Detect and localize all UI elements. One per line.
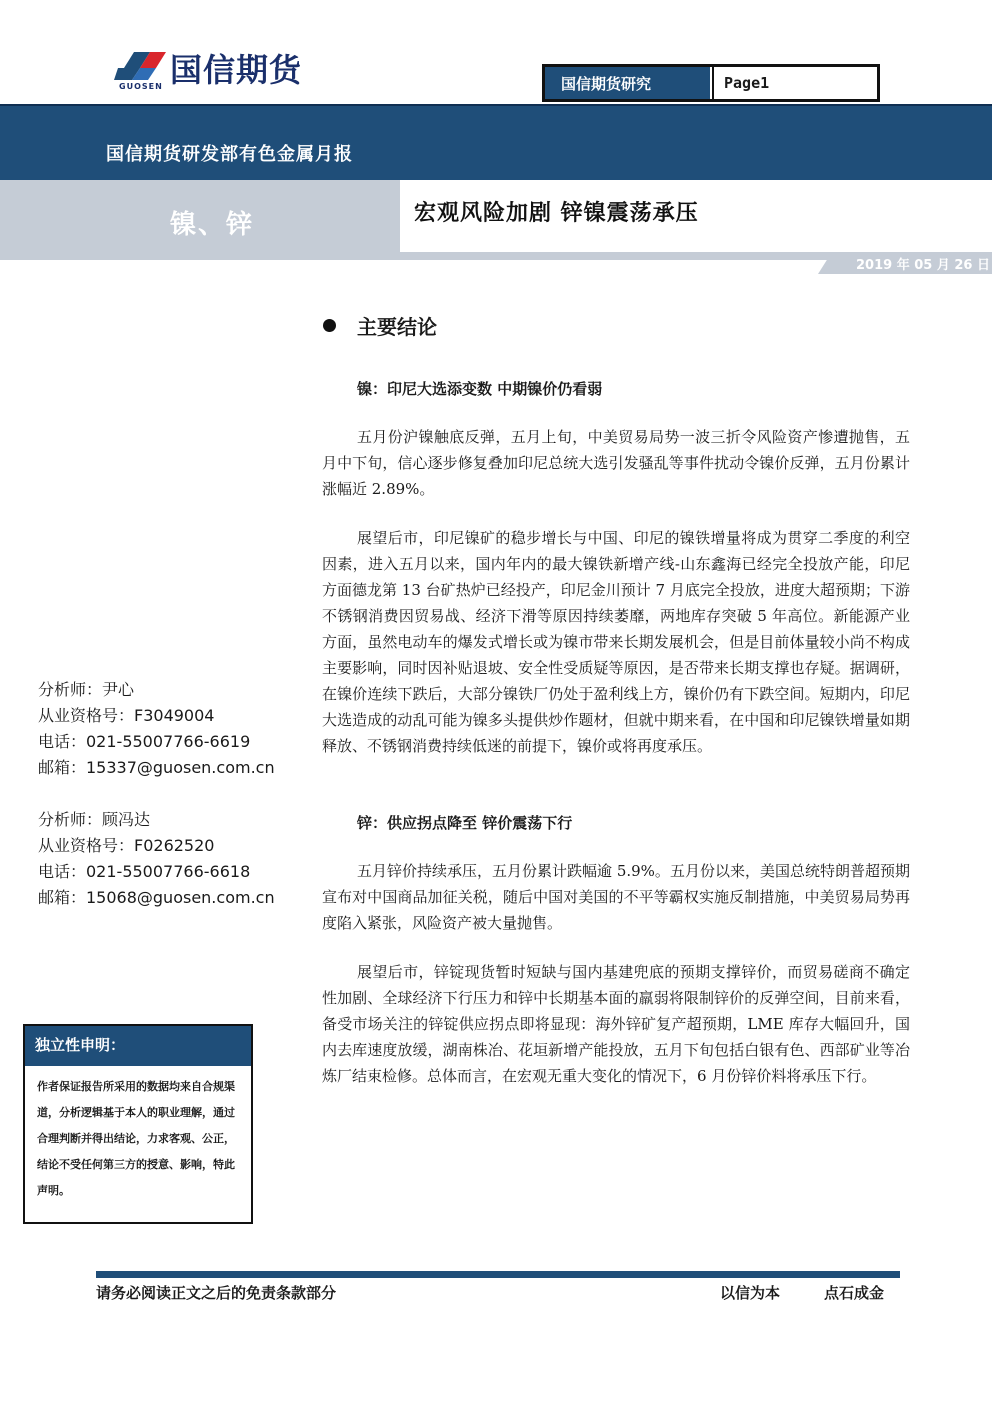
footer-divider [96, 1271, 900, 1278]
analyst-email: 邮箱：15068@guosen.com.cn [38, 888, 275, 907]
analyst-email: 邮箱：15337@guosen.com.cn [38, 758, 275, 777]
analyst-cert: 从业资格号：F0262520 [38, 836, 215, 855]
analyst-phone: 电话：021-55007766-6619 [38, 732, 251, 751]
guosen-logo-icon [114, 50, 168, 86]
nickel-paragraph-2: 展望后市，印尼镍矿的稳步增长与中国、印尼的镍铁增量将成为贯穿二季度的利空因素，进入五月以来，国内年内的最大镍铁新增产线-山东鑫海已经完全投放产能，印尼方面德龙第 13 台矿热炉已经投产，印尼金川预计 7 月底完全投放，进度大超预期；下游不锈钢消费因贸易战、经济下滑等原因持续萎靡，两地库存突破 5 年高位。新能源产业方面，虽然电动车的爆发式增长或为镍市带来长期发展机会，但是目前体量较小尚不构成主要影响，同时因补贴退坡、安全性受质疑等原因，是否带来长期支撑也存疑。据调研，在镍价连续下跌后，大部分镍铁厂仍处于盈利线上方，镍价仍有下跌空间。短期内，印尼大选造成的动乱可能为镍多头提供炒作题材，但就中期来看，在中国和印尼镍铁增量如期释放、不锈钢消费持续低迷的前提下，镍价或将再度承压。 [322, 529, 910, 755]
footer-motto-2: 点石成金 [824, 1284, 885, 1302]
analyst-card-1 [38, 677, 275, 781]
analyst-phone: 电话：021-55007766-6618 [38, 862, 251, 881]
zinc-paragraph-1: 五月锌价持续承压，五月份累计跌幅逾 5.9%。五月份以来，美国总统特朗普超预期宣布对中国商品加征关税，随后中国对美国的不平等霸权实施反制措施，中美贸易局势再度陷入紧张，风险资产被大量抛售。 [322, 862, 910, 932]
footer-motto-1: 以信为本 [720, 1284, 781, 1302]
analyst-name: 分析师：尹心 [38, 680, 135, 699]
department-title: 国信期货研发部有色金属月报 [106, 144, 353, 165]
analyst-card-2 [38, 807, 275, 911]
nickel-heading: 镍：印尼大选添变数 中期镍价仍看弱 [357, 380, 603, 398]
nickel-paragraph-1: 五月份沪镍触底反弹，五月上旬，中美贸易局势一波三折令风险资产惨遭抛售，五月中下旬，信心逐步修复叠加印尼总统大选引发骚乱等事件扰动令镍价反弹，五月份累计涨幅近 2.89%。 [322, 428, 910, 498]
analyst-name: 分析师：顾冯达 [38, 810, 151, 829]
disclaimer-title: 独立性申明： [25, 1026, 251, 1066]
report-date: 2019 年 05 月 26 日 [856, 258, 990, 273]
analyst-cert: 从业资格号：F3049004 [38, 706, 215, 725]
metals-label: 镍、锌 [170, 210, 255, 240]
bullet-icon [323, 319, 336, 332]
page-number: Page1 [712, 67, 877, 99]
section-title: 主要结论 [357, 315, 437, 339]
zinc-heading: 锌：供应拐点降至 锌价震荡下行 [357, 814, 573, 832]
logo-subtitle: GUOSEN [119, 82, 163, 91]
footer-notice: 请务必阅读正文之后的免责条款部分 [96, 1284, 337, 1302]
report-title: 宏观风险加剧 锌镍震荡承压 [414, 200, 699, 226]
zinc-paragraph-2: 展望后市，锌锭现货暂时短缺与国内基建兜底的预期支撑锌价，而贸易磋商不确定性加剧、全球经济下行压力和锌中长期基本面的羸弱将限制锌价的反弹空间，目前来看，备受市场关注的锌锭供应拐点即将显现：海外锌矿复产超预期，LME 库存大幅回升，国内去库速度放缓，湖南株冶、花垣新增产能投放，五月下旬包括白银有色、西部矿业等冶炼厂结束检修。总体而言，在宏观无重大变化的情况下，6 月份锌价料将承压下行。 [322, 963, 910, 1085]
logo-title: 国信期货 [170, 51, 303, 89]
disclaimer-text: 作者保证报告所采用的数据均来自合规渠道，分析逻辑基于本人的职业理解，通过合理判断并得出结论，力求客观、公正，结论不受任何第三方的授意、影响，特此声明。 [37, 1080, 235, 1197]
research-tag: 国信期货研究 [545, 67, 710, 99]
